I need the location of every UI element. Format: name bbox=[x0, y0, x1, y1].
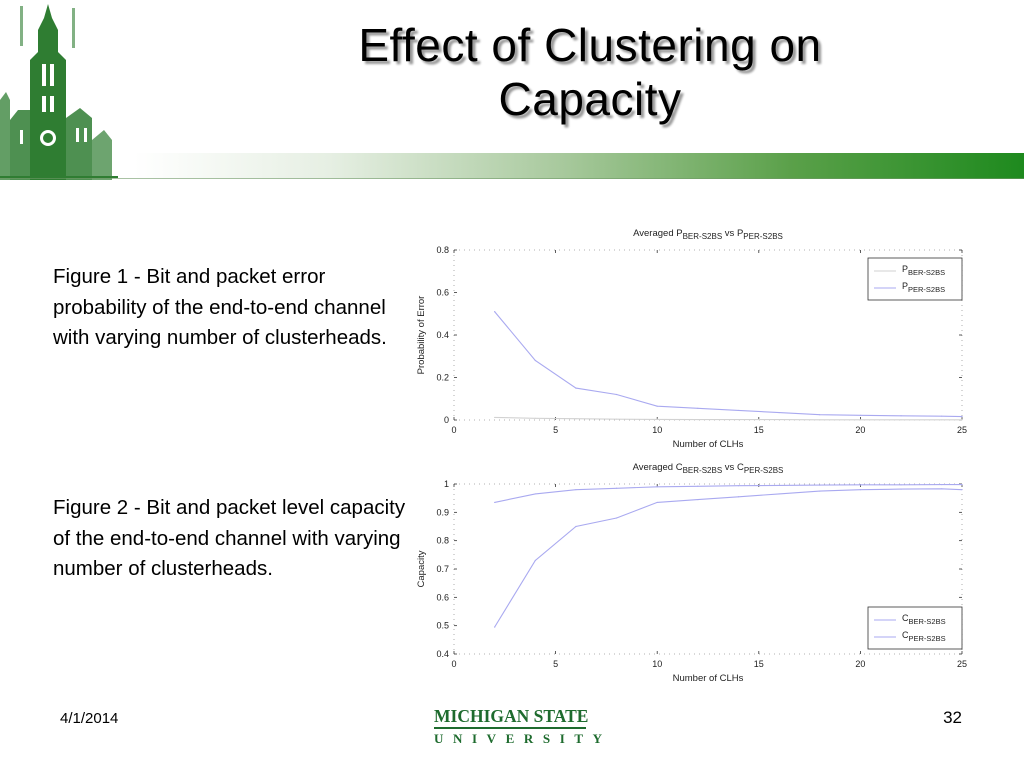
chart-2-xtick-label: 25 bbox=[956, 659, 968, 669]
logo-line-1: MICHIGAN STATE bbox=[434, 706, 589, 726]
chart-1-ytick-label: 0.6 bbox=[436, 287, 449, 298]
chart-1-series-per-s2bs-point bbox=[900, 415, 901, 416]
slide-title-block bbox=[220, 18, 960, 126]
figure-1-caption: Figure 1 - Bit and packet error probability of the end-to-end channel with varying number of clusterheads. bbox=[53, 265, 387, 349]
chart-1-series-per-s2bs-point bbox=[860, 415, 861, 416]
chart-2-series-ber-s2bs-point bbox=[657, 486, 658, 487]
chart-1-series-per-s2bs-point bbox=[819, 414, 820, 415]
chart-1-series-ber-s2bs-point bbox=[575, 418, 576, 419]
chart-2-series-per-s2bs-point bbox=[657, 502, 658, 503]
chart-1-series-per-s2bs-point bbox=[941, 416, 942, 417]
chart-2-series-ber-s2bs-point bbox=[900, 484, 901, 485]
chart-1-xtick-label: 15 bbox=[753, 425, 764, 435]
chart-2-series-per-s2bs-point bbox=[819, 490, 820, 491]
chart-1-ylabel: Probability of Error bbox=[416, 295, 427, 375]
chart-1-title: Averaged $P_{BER-S2BS}$ vs $P_{PER-S2BS}$ bbox=[633, 228, 783, 241]
title-divider bbox=[0, 178, 1024, 179]
chart-2-series-per-s2bs-point bbox=[860, 489, 861, 490]
chart-1-series-ber-s2bs-point bbox=[535, 418, 536, 419]
chart-2-xlabel: Number of CLHs bbox=[672, 673, 744, 684]
chart-2-series-ber-s2bs-point bbox=[697, 486, 698, 487]
chart-2-xtick-label: 0 bbox=[451, 659, 457, 669]
msu-wordmark-logo bbox=[434, 706, 612, 750]
slide-date: 4/1/2014 bbox=[60, 710, 119, 727]
chart-2-series-per-s2bs-point bbox=[575, 526, 576, 527]
capacity-chart bbox=[400, 456, 1000, 688]
chart-2-legend-label: $C_{PER-S2BS}$ bbox=[902, 630, 946, 643]
chart-2-series-per-s2bs-point bbox=[941, 488, 942, 489]
chart-1-series-per-s2bs-point bbox=[779, 412, 780, 413]
chart-2-series-per-s2bs-point bbox=[494, 626, 495, 627]
chart-2-series-ber-s2bs-point bbox=[575, 489, 576, 490]
chart-2-ytick-label: 0.4 bbox=[436, 649, 449, 659]
chart-2-xtick-label: 15 bbox=[753, 659, 764, 669]
chart-2-series-ber-s2bs-point bbox=[779, 485, 780, 486]
page-number: 32 bbox=[943, 708, 962, 727]
chart-1-series-per-s2bs-point bbox=[738, 410, 739, 411]
chart-2-ytick-label: 1 bbox=[443, 479, 449, 489]
chart-2-ytick-label: 0.8 bbox=[436, 535, 449, 546]
chart-1-xlabel: Number of CLHs bbox=[672, 439, 744, 450]
chart-2-title: Averaged $C_{BER-S2BS}$ vs $C_{PER-S2BS}$ bbox=[632, 462, 784, 475]
chart-2-ytick-label: 0.5 bbox=[436, 620, 449, 631]
chart-1-series-per-s2bs-point bbox=[657, 406, 658, 407]
chart-2-series-per-s2bs-point bbox=[697, 499, 698, 500]
chart-1-legend-label: $P_{PER-S2BS}$ bbox=[902, 281, 946, 294]
chart-1-xtick-label: 10 bbox=[652, 425, 663, 435]
chart-1-ytick-label: 0.2 bbox=[436, 372, 449, 383]
chart-2-ytick-label: 0.6 bbox=[436, 592, 449, 603]
chart-2-series-ber-s2bs-point bbox=[738, 485, 739, 486]
chart-2-ytick-label: 0.7 bbox=[436, 564, 449, 574]
chart-2-series-ber-s2bs-point bbox=[941, 484, 942, 485]
chart-1-series-ber-s2bs-point bbox=[494, 417, 495, 418]
chart-2-series-ber-s2bs-line bbox=[495, 485, 962, 503]
chart-1-series-ber-s2bs-point bbox=[860, 419, 861, 420]
chart-1-xtick-label: 5 bbox=[553, 425, 559, 435]
chart-1-series-per-s2bs-point bbox=[697, 408, 698, 409]
chart-2-series-ber-s2bs-point bbox=[819, 485, 820, 486]
chart-1-series-ber-s2bs-point bbox=[961, 419, 962, 420]
chart-1-series-ber-s2bs-point bbox=[738, 419, 739, 420]
chart-2-series-ber-s2bs-point bbox=[494, 502, 495, 503]
logo-line-2: UNIVERSITY bbox=[434, 730, 612, 746]
chart-2-series-ber-s2bs-point bbox=[860, 484, 861, 485]
title-accent-bar bbox=[134, 153, 1024, 179]
chart-1-ytick-label: 0.8 bbox=[436, 245, 449, 255]
chart-1-series-ber-s2bs-point bbox=[900, 419, 901, 420]
chart-2-series-per-s2bs-point bbox=[535, 560, 536, 561]
chart-1-ytick-label: 0 bbox=[443, 415, 449, 425]
chart-1-ytick-label: 0.4 bbox=[436, 330, 449, 340]
chart-2-series-per-s2bs-point bbox=[900, 489, 901, 490]
chart-2-xtick-label: 10 bbox=[652, 659, 663, 669]
chart-1-series-ber-s2bs-point bbox=[941, 419, 942, 420]
chart-2-series-per-s2bs-point bbox=[616, 517, 617, 518]
error-probability-chart bbox=[400, 222, 1000, 454]
chart-1-series-ber-s2bs-point bbox=[819, 419, 820, 420]
chart-1-series-per-s2bs-point bbox=[575, 388, 576, 389]
chart-2-legend-label: $C_{BER-S2BS}$ bbox=[902, 613, 946, 626]
chart-2-series-per-s2bs-line bbox=[495, 489, 962, 627]
beaumont-tower-logo bbox=[0, 0, 118, 180]
slide-title-line-1: Effect of Clustering on bbox=[358, 19, 822, 71]
chart-1-series-ber-s2bs-line bbox=[495, 417, 962, 419]
chart-1-series-per-s2bs-point bbox=[494, 311, 495, 312]
chart-2-series-per-s2bs-point bbox=[779, 493, 780, 494]
chart-1-series-per-s2bs-line bbox=[495, 312, 962, 417]
chart-2-xtick-label: 20 bbox=[855, 659, 866, 669]
chart-1-series-ber-s2bs-point bbox=[779, 419, 780, 420]
chart-2-series-ber-s2bs-point bbox=[961, 484, 962, 485]
chart-2-ylabel: Capacity bbox=[416, 550, 427, 588]
chart-1-xtick-label: 0 bbox=[451, 425, 457, 435]
chart-1-xtick-label: 20 bbox=[855, 425, 866, 435]
chart-2-series-ber-s2bs-point bbox=[535, 493, 536, 494]
slide-title-line-2: Capacity bbox=[498, 73, 682, 125]
chart-1-series-per-s2bs-point bbox=[616, 394, 617, 395]
chart-1-series-ber-s2bs-point bbox=[616, 419, 617, 420]
chart-2-series-ber-s2bs-point bbox=[616, 488, 617, 489]
chart-1-legend-label: $P_{BER-S2BS}$ bbox=[902, 264, 946, 277]
chart-2-ytick-label: 0.9 bbox=[436, 507, 449, 518]
chart-2-series-per-s2bs-point bbox=[738, 496, 739, 497]
chart-2-series-per-s2bs-point bbox=[961, 489, 962, 490]
chart-1-xtick-label: 25 bbox=[956, 425, 968, 435]
chart-1-series-per-s2bs-point bbox=[961, 416, 962, 417]
figure-2-caption: Figure 2 - Bit and packet level capacity of the end-to-end channel with varying number of clusterheads. bbox=[53, 496, 406, 580]
chart-2-xtick-label: 5 bbox=[553, 659, 559, 669]
chart-1-series-per-s2bs-point bbox=[535, 360, 536, 361]
chart-1-series-ber-s2bs-point bbox=[697, 419, 698, 420]
chart-1-series-ber-s2bs-point bbox=[657, 419, 658, 420]
logo-rule bbox=[434, 727, 586, 729]
